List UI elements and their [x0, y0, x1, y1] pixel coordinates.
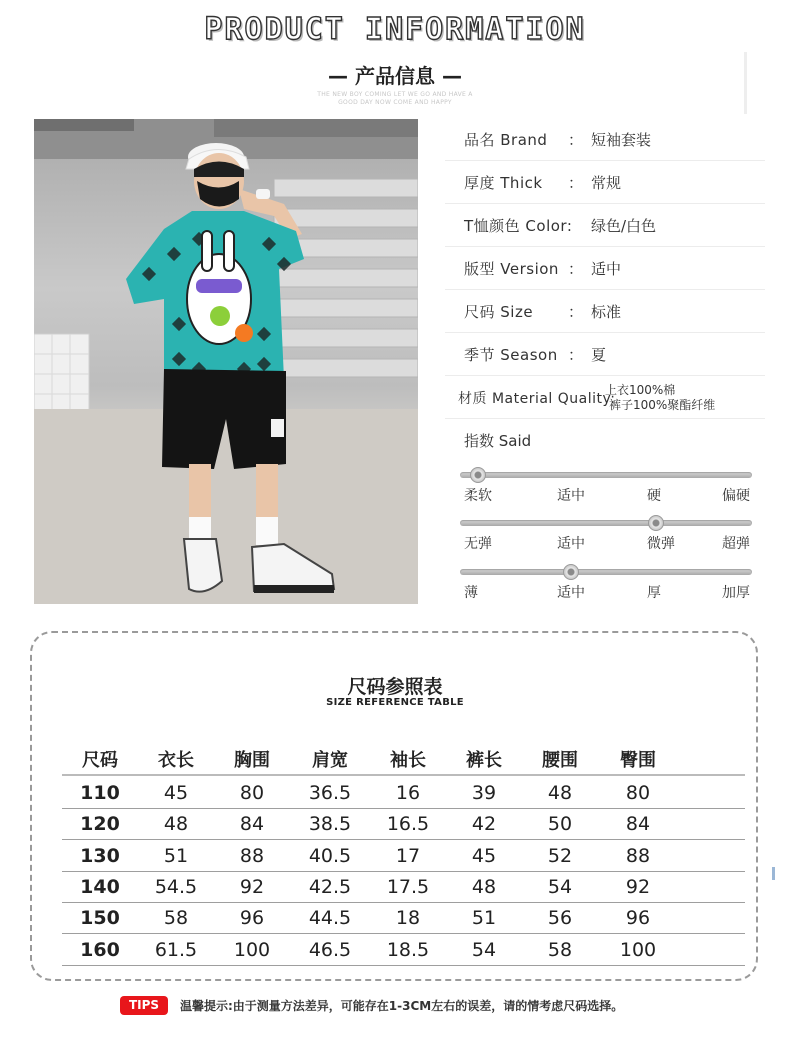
model-illustration — [34, 119, 418, 604]
table-cell: 80 — [239, 782, 265, 804]
said-label: 指数 Said — [464, 432, 532, 450]
info-label: 品名 Brand — [464, 131, 548, 149]
scale-label: 薄 — [464, 585, 478, 601]
table-cell: 92 — [625, 875, 651, 898]
table-cell: 140 — [80, 875, 120, 898]
table-row — [62, 841, 745, 872]
table-cell: 61.5 — [154, 938, 198, 961]
info-value: 夏 — [591, 346, 607, 364]
scale-label: 适中 — [557, 488, 585, 504]
table-cell: 92 — [239, 875, 265, 898]
table-cell: 52 — [547, 844, 573, 867]
info-label: T恤颜色 Color: — [464, 217, 573, 235]
table-header-cell: 袖长 — [390, 750, 426, 771]
table-cell: 38.5 — [308, 813, 352, 836]
table-cell: 40.5 — [308, 844, 352, 867]
table-cell: 45 — [163, 782, 189, 804]
scale-label: 适中 — [557, 536, 585, 552]
table-cell: 100 — [233, 938, 271, 961]
info-row-version — [445, 248, 765, 290]
table-cell: 84 — [239, 813, 265, 836]
title-english: PRODUCT INFORMATION — [204, 12, 586, 47]
scale-track — [460, 472, 752, 478]
size-table-title: 尺码参照表 — [347, 676, 443, 698]
table-cell: 44.5 — [308, 907, 352, 930]
table-cell: 54.5 — [154, 875, 198, 898]
scale-label: 超弹 — [722, 536, 750, 552]
table-cell: 51 — [163, 844, 189, 867]
scale-knob — [648, 515, 664, 531]
table-cell: 45 — [471, 844, 497, 867]
scale-track — [460, 569, 752, 575]
material-values — [605, 383, 715, 413]
info-label: 季节 Season — [464, 346, 558, 364]
table-cell: 84 — [625, 813, 651, 836]
scale-label: 硬 — [647, 488, 661, 504]
info-label: 厚度 Thick — [464, 174, 543, 192]
scale-label: 柔软 — [464, 488, 492, 504]
info-value: 标准 — [591, 303, 622, 321]
table-row — [62, 778, 745, 809]
subtitle-line-1: THE NEW BOY COMING LET WE GO AND HAVE A — [317, 91, 473, 98]
table-cell: 58 — [547, 938, 573, 961]
info-colon: ： — [568, 131, 584, 149]
table-cell: 56 — [547, 907, 573, 930]
info-value: 绿色/白色 — [591, 217, 657, 235]
tips-badge: TIPS — [120, 996, 168, 1015]
scale-label: 微弹 — [647, 536, 675, 552]
scale-track — [460, 520, 752, 526]
table-cell: 100 — [619, 938, 657, 961]
info-value: 适中 — [591, 260, 622, 278]
table-row — [62, 872, 745, 903]
table-cell: 17 — [395, 844, 421, 867]
edge-mark — [772, 867, 775, 880]
size-table-subtitle: SIZE REFERENCE TABLE — [326, 697, 464, 708]
info-row-season — [445, 334, 765, 376]
scale-label: 偏硬 — [722, 488, 750, 504]
table-cell: 18 — [395, 907, 421, 930]
table-cell: 16 — [395, 782, 421, 804]
table-cell: 58 — [163, 907, 189, 930]
table-cell: 54 — [471, 938, 497, 961]
scale-label: 适中 — [557, 585, 585, 601]
scale-label: 无弹 — [464, 536, 492, 552]
info-label: 版型 Version — [464, 260, 559, 278]
scale-label: 厚 — [647, 585, 661, 601]
info-colon: ： — [568, 303, 584, 321]
table-cell: 36.5 — [308, 782, 352, 804]
material-line-2: 裤子100%聚酯纤维 — [609, 398, 716, 412]
info-colon: ： — [568, 260, 584, 278]
table-cell: 16.5 — [386, 813, 430, 836]
table-cell: 88 — [625, 844, 651, 867]
table-header-row — [62, 745, 745, 776]
table-header-cell: 肩宽 — [312, 750, 348, 771]
table-cell: 48 — [547, 782, 573, 804]
table-cell: 39 — [471, 782, 497, 804]
table-header-cell: 腰围 — [542, 750, 578, 771]
divider — [744, 52, 747, 114]
info-value: 常规 — [591, 174, 622, 192]
table-cell: 42.5 — [308, 875, 352, 898]
table-cell: 51 — [471, 907, 497, 930]
table-cell: 120 — [80, 813, 120, 836]
table-cell: 88 — [239, 844, 265, 867]
info-row-size — [445, 291, 765, 333]
table-cell: 110 — [80, 782, 120, 804]
info-colon: ： — [568, 174, 584, 192]
scale-knob — [470, 467, 486, 483]
title-chinese: — 产品信息 — — [328, 64, 462, 88]
info-row-brand — [445, 119, 765, 161]
table-cell: 48 — [163, 813, 189, 836]
subtitle-line-2: GOOD DAY NOW COME AND HAPPY — [338, 99, 452, 106]
info-row-color — [445, 205, 765, 247]
table-header-cell: 臀围 — [620, 750, 656, 771]
product-photo — [34, 119, 418, 604]
table-header-cell: 尺码 — [82, 750, 118, 771]
info-value: 短袖套装 — [591, 131, 652, 149]
table-cell: 50 — [547, 813, 573, 836]
table-cell: 48 — [471, 875, 497, 898]
table-cell: 54 — [547, 875, 573, 898]
table-header-cell: 胸围 — [234, 750, 270, 771]
table-header-cell: 衣长 — [158, 750, 194, 771]
table-cell: 18.5 — [386, 938, 430, 961]
table-cell: 80 — [625, 782, 651, 804]
scale-knob — [563, 564, 579, 580]
scale-label: 加厚 — [722, 585, 750, 601]
material-line-1: 上衣100%棉 — [605, 383, 676, 397]
title-subtitle — [0, 91, 790, 107]
table-cell: 17.5 — [386, 875, 430, 898]
table-cell: 150 — [80, 907, 120, 930]
info-colon: ： — [568, 346, 584, 364]
table-cell: 96 — [239, 907, 265, 930]
info-row-thick — [445, 162, 765, 204]
table-cell: 46.5 — [308, 938, 352, 961]
table-cell: 96 — [625, 907, 651, 930]
table-cell: 160 — [80, 938, 120, 961]
table-header-cell: 裤长 — [466, 750, 502, 771]
table-cell: 130 — [80, 844, 120, 867]
info-label: 尺码 Size — [464, 303, 534, 321]
table-row — [62, 903, 745, 934]
table-cell: 42 — [471, 813, 497, 836]
table-row — [62, 935, 745, 966]
info-label: 材质 Material Quality: — [458, 390, 616, 407]
info-row-material — [445, 377, 765, 419]
tips-text: 温馨提示:由于测量方法差异，可能存在1-3CM左右的误差，请的情考虑尺码选择。 — [180, 999, 624, 1013]
table-row — [62, 809, 745, 840]
